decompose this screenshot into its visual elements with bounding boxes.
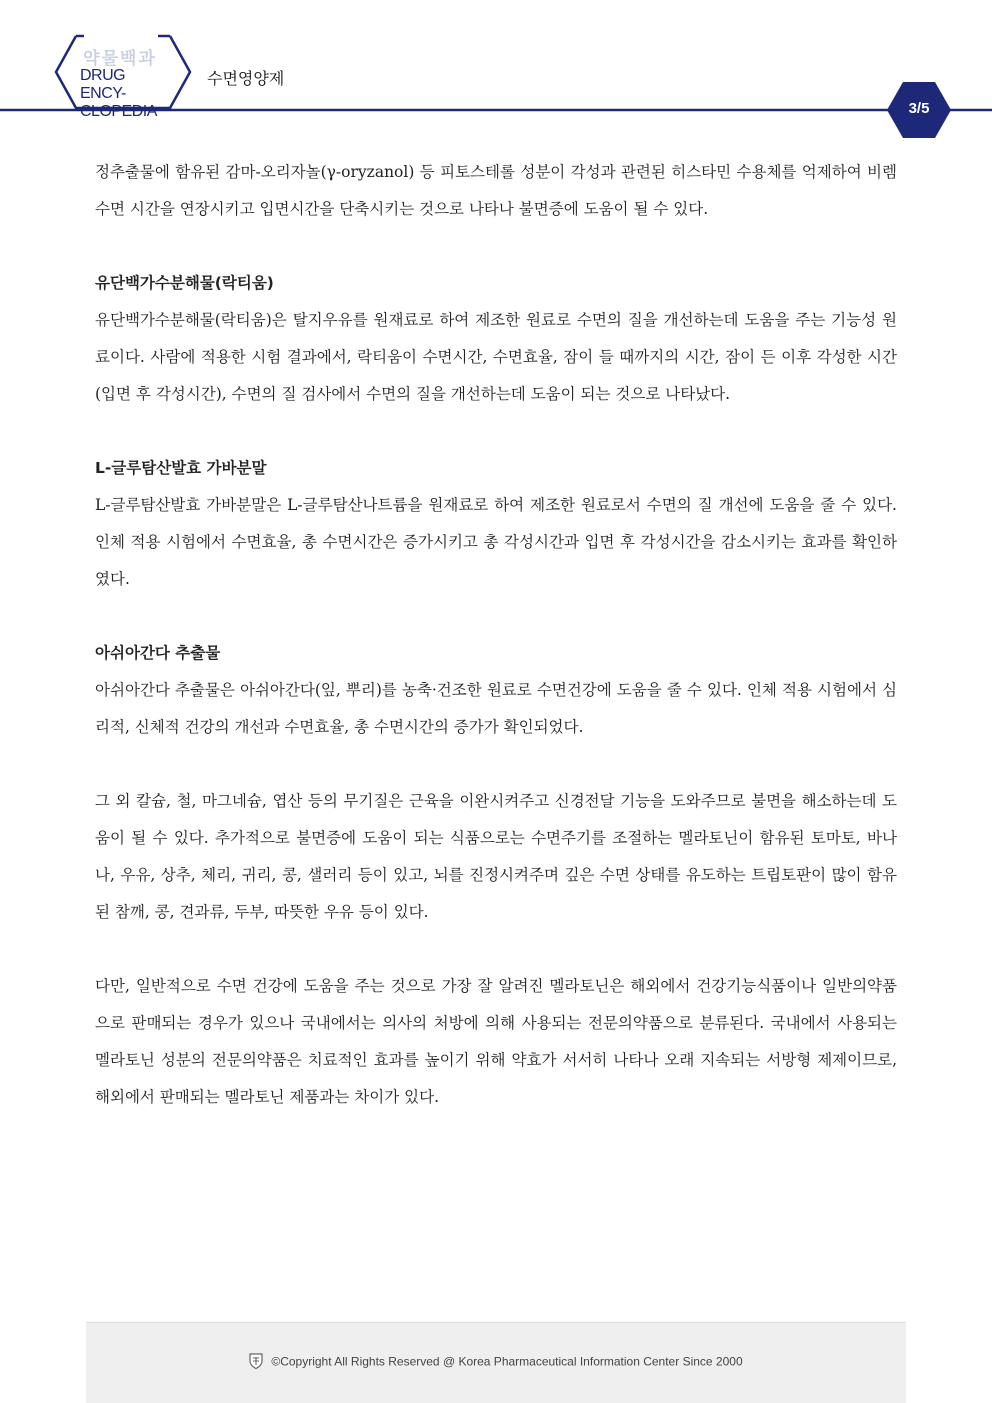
section-body: L-글루탐산발효 가바분말은 L-글루탐산나트륨을 원재료로 하여 제조한 원료로서 수면의 질 개선에 도움을 줄 수 있다. 인체 적용 시험에서 수면효율, 총 수면시간은 증가시키고 총 각성시간과 입면 후 각성시간을 감소시키는 효과를 확인하였다.: [95, 496, 897, 588]
section-lactium: [95, 265, 897, 413]
logo-english-text: [80, 67, 166, 121]
logo-english-line1: DRUG ENCY-: [80, 67, 126, 102]
section-heading: 아쉬아간다 추출물: [95, 644, 221, 662]
section-melatonin-note: [95, 968, 897, 1116]
logo-english-line2: CLOPEDIA: [80, 103, 157, 120]
section-intro-continued: [95, 154, 897, 228]
section-body: 아쉬아간다 추출물은 아쉬아간다(잎, 뿌리)를 농축·건조한 원료로 수면건강에 도움을 줄 수 있다. 인체 적용 시험에서 심리적, 신체적 건강의 개선과 수면효율, 총 수면시간의 증가가 확인되었다.: [95, 681, 897, 736]
section-gaba: [95, 450, 897, 598]
crest-icon: [249, 1353, 263, 1372]
section-body: 정추출물에 함유된 감마-오리자놀(γ-oryzanol) 등 피토스테롤 성분이 각성과 관련된 히스타민 수용체를 억제하여 비렘수면 시간을 연장시키고 입면시간을 단축시키는 것으로 나타나 불면증에 도움이 될 수 있다.: [95, 163, 897, 218]
logo-korean-text: 약물백과: [83, 49, 157, 69]
section-heading: 유단백가수분해물(락티움): [95, 274, 274, 292]
page-header: [0, 0, 992, 150]
page-footer: [86, 1322, 906, 1403]
section-body: 그 외 칼슘, 철, 마그네슘, 엽산 등의 무기질은 근육을 이완시켜주고 신경전달 기능을 도와주므로 불면을 해소하는데 도움이 될 수 있다. 추가적으로 불면증에 도움이 되는 식품으로는 수면주기를 조절하는 멜라토닌이 함유된 토마토, 바나나, 우유, 상추, 체리, 귀리, 콩, 샐러리 등이 있고, 뇌를 진정시켜주며 깊은 수면 상태를 유도하는 트립토판이 많이 함유된 참깨, 콩, 견과류, 두부, 따뜻한 우유 등이 있다.: [95, 792, 897, 921]
document-title: 수면영양제: [207, 69, 285, 88]
section-heading: L-글루탐산발효 가바분말: [95, 459, 267, 477]
section-minerals-foods: [95, 783, 897, 931]
section-body: 다만, 일반적으로 수면 건강에 도움을 주는 것으로 가장 잘 알려진 멜라토닌은 해외에서 건강기능식품이나 일반의약품으로 판매되는 경우가 있으나 국내에서는 의사의 처방에 의해 사용되는 전문의약품으로 분류된다. 국내에서 사용되는 멜라토닌 성분의 전문의약품은 치료적인 효과를 높이기 위해 약효가 서서히 나타나 오래 지속되는 서방형 제제이므로, 해외에서 판매되는 멜라토닌 제품과는 차이가 있다.: [95, 977, 897, 1106]
copyright-text: ©Copyright All Rights Reserved @ Korea Pharmaceutical Information Center Since 2000: [271, 1354, 743, 1369]
section-ashwagandha: [95, 635, 897, 746]
page-indicator: 3/5: [908, 100, 930, 117]
main-content: [95, 154, 897, 1116]
section-body: 유단백가수분해물(락티움)은 탈지우유를 원재료로 하여 제조한 원료로 수면의 질을 개선하는데 도움을 주는 기능성 원료이다. 사람에 적용한 시험 결과에서, 락티움이 수면시간, 수면효율, 잠이 들 때까지의 시간, 잠이 든 이후 각성한 시간(입면 후 각성시간), 수면의 질 검사에서 수면의 질을 개선하는데 도움이 되는 것으로 나타났다.: [95, 311, 897, 403]
